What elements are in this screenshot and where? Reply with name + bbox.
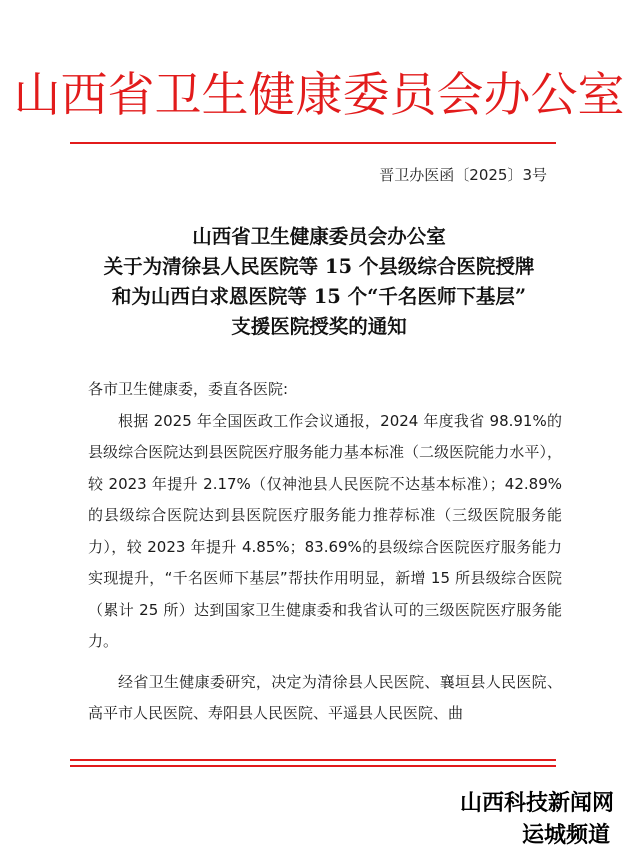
title-line-2: 关于为清徐县人民医院等 15 个县级综合医院授牌: [103, 255, 535, 278]
title-line-3: 和为山西白求恩医院等 15 个“千名医师下基层”: [111, 285, 527, 308]
title-line-1: 山西省卫生健康委员会办公室: [192, 225, 446, 248]
watermark-line-1: 山西科技新闻网: [459, 791, 614, 816]
salutation: 各市卫生健康委，委直各医院:: [88, 380, 289, 398]
body-paragraph-1: 根据 2025 年全国医政工作会议通报，2024 年度我省 98.91%的县级综合医院达到县医院医疗服务能力基本标准（二级医院能力水平），较 2023 年提升 2.17%（仅神池县人民医院不达基本标准）；42.89%的县级综合医院达到县医院医疗服务能力推荐标准（三级医院服务能力），较 2023 年提升 4.85%；83.69%的县级综合医院医疗服务能力实现提升，“千名医师下基层”帮扶作用明显，新增 15 所县级综合医院（累计 25 所）达到国家卫生健康委和我省认可的三级医院医疗服务能力。: [88, 411, 562, 650]
notice-body: [88, 374, 562, 730]
watermark: [460, 788, 614, 852]
letterhead-title: 山西省卫生健康委员会办公室: [13, 68, 625, 123]
notice-title: [0, 222, 638, 342]
watermark-line-2: 运城频道: [521, 823, 610, 848]
letterhead-red-rule: [70, 142, 556, 144]
body-paragraph-2: 经省卫生健康委研究，决定为清徐县人民医院、襄垣县人民医院、高平市人民医院、寿阳县人民医院、平遥县人民医院、曲: [88, 672, 562, 722]
footer-red-rule-lower: [70, 765, 556, 767]
document-number: 晋卫办医函〔2025〕3号: [379, 166, 547, 184]
footer-red-rule-upper: [70, 759, 556, 761]
title-line-4: 支援医院授奖的通知: [231, 315, 407, 338]
